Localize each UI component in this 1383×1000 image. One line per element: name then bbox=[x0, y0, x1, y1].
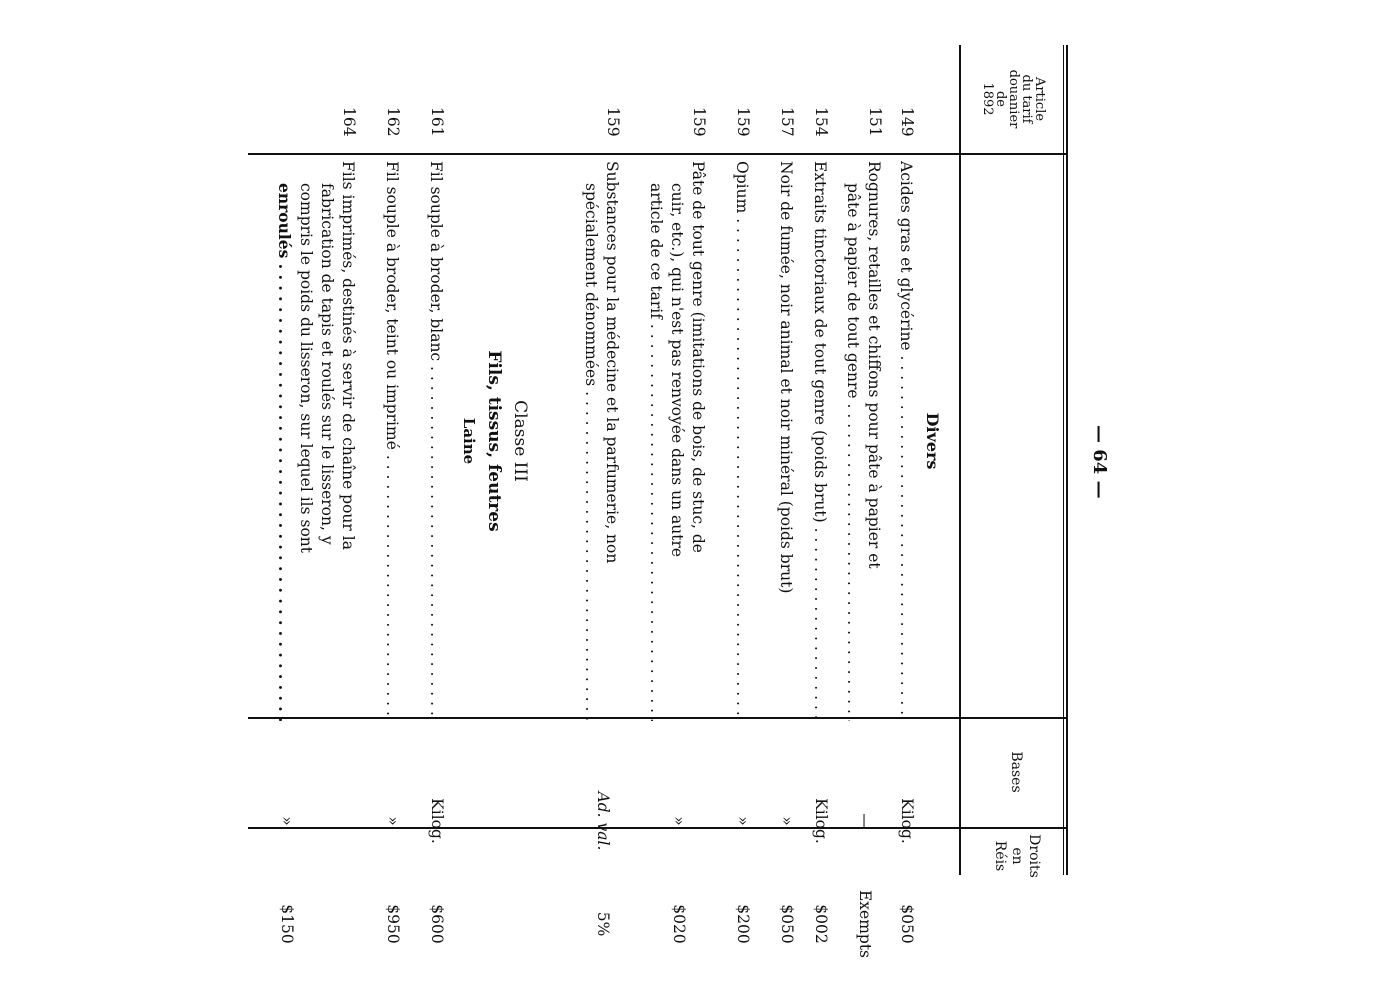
header-bases: Bases bbox=[1008, 751, 1024, 793]
row-base: Kilog. bbox=[898, 798, 916, 844]
row-duty: Exempts bbox=[856, 889, 874, 959]
row-duty: 5% bbox=[594, 911, 612, 937]
row-description: Acides gras et glycérine . . . bbox=[895, 161, 916, 721]
rotated-page bbox=[58, 45, 1118, 959]
row-base: Kilog. bbox=[812, 798, 830, 844]
table-top-rule bbox=[1066, 45, 1068, 875]
section-fils: Fils, tissus, feutres bbox=[484, 350, 504, 532]
row-duty: $150 bbox=[278, 904, 296, 944]
row-article: 159 bbox=[690, 107, 708, 137]
table-top-rule-2 bbox=[1063, 45, 1064, 875]
row-duty: $050 bbox=[778, 904, 796, 944]
row-description: Fils imprimés, destinés à servir de chaîne pour la fabrication de tapis et roulés sur le lisseron, y compris le poids du lisseron, sur lequel ils sont enroulés . . . bbox=[274, 161, 358, 721]
row-base: » bbox=[778, 816, 796, 826]
section-divers: Divers bbox=[923, 412, 942, 470]
row-article: 157 bbox=[778, 107, 796, 137]
row-duty: $600 bbox=[428, 904, 446, 944]
row-base: » bbox=[734, 816, 752, 826]
page-number: — 64 — bbox=[1089, 425, 1110, 499]
row-description: Fil souple à broder, teint ou imprimé . . . bbox=[381, 161, 402, 721]
row-description: Pâte de tout genre (imitations de bois, de stuc, de cuir, etc.), qui n'est pas renvoyée dans un autre article de ce tarif . . . bbox=[645, 161, 708, 721]
row-article: 161 bbox=[428, 107, 446, 137]
row-duty: $020 bbox=[670, 904, 688, 944]
header-bottom-rule bbox=[959, 45, 961, 875]
row-base: » bbox=[278, 816, 296, 826]
row-article: 151 bbox=[866, 107, 884, 137]
row-base: Kilog. bbox=[428, 798, 446, 844]
row-base: » bbox=[384, 816, 402, 826]
row-base: — bbox=[856, 813, 874, 829]
section-laine: Laine bbox=[460, 417, 478, 465]
row-base: » bbox=[670, 816, 688, 826]
row-description: Noir de fumée, noir animal et noir minéral (poids brut) bbox=[777, 161, 795, 594]
row-article: 149 bbox=[898, 107, 916, 137]
header-droits: Droits en Réis bbox=[992, 834, 1042, 878]
row-description: Rognures, retailles et chiffons pour pâte à papier et pâte à papier de tout genre . . . bbox=[842, 161, 884, 721]
row-article: 159 bbox=[734, 107, 752, 137]
row-duty: $950 bbox=[384, 904, 402, 944]
row-article: 159 bbox=[604, 107, 622, 137]
row-description: Extraits tinctoriaux de tout genre (poids brut) . . . bbox=[809, 161, 830, 721]
col-rule-3 bbox=[248, 827, 1068, 829]
row-description: Substances pour la médecine et la parfumerie, non spécialement dénommées . . . bbox=[580, 161, 622, 721]
row-duty: $200 bbox=[734, 904, 752, 944]
section-classe: Classe III bbox=[510, 400, 530, 482]
row-description: Fil souple à broder, blanc . . . bbox=[425, 161, 446, 721]
row-duty: $002 bbox=[812, 904, 830, 944]
row-base: Ad. val. bbox=[594, 791, 612, 851]
header-article: Article du tarif douanier de 1892 bbox=[980, 69, 1047, 129]
row-article: 154 bbox=[812, 107, 830, 137]
col-rule-1 bbox=[248, 153, 1068, 155]
row-article: 164 bbox=[340, 107, 358, 137]
row-duty: $050 bbox=[898, 904, 916, 944]
row-article: 162 bbox=[384, 107, 402, 137]
row-description: Opium . . . bbox=[731, 161, 752, 721]
